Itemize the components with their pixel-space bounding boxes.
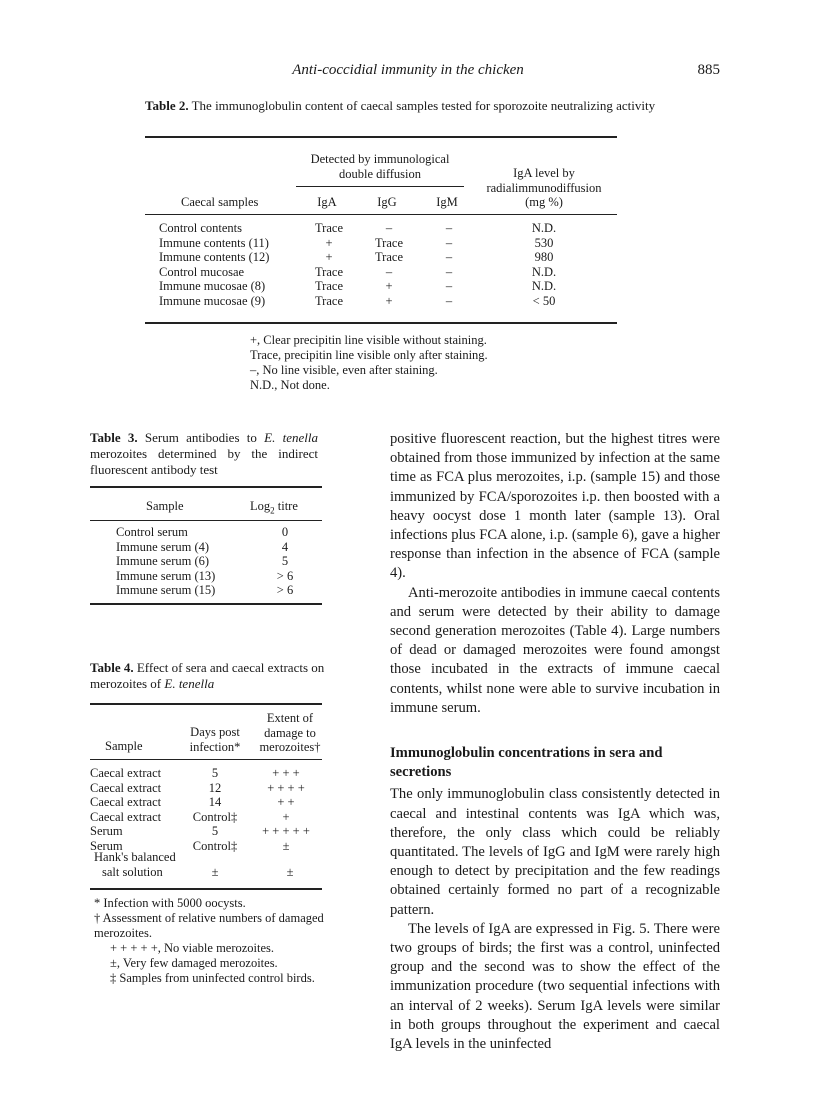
table4-col-sample: Sample	[105, 739, 143, 753]
table-row: Caecal extract 12 + + + +	[90, 780, 305, 795]
page-number: 885	[697, 62, 720, 78]
table2-note: –, No line visible, even after staining.	[250, 363, 438, 377]
table-row: Immune serum (4) 4	[116, 539, 289, 554]
table4-header-rule	[90, 759, 322, 760]
table2-body	[159, 221, 609, 308]
table2-label: Table 2.	[145, 98, 189, 113]
table4-top-rule	[90, 703, 322, 705]
table4-last-days: ±	[211, 865, 219, 879]
table2-note: Trace, precipitin line visible only after staining.	[250, 348, 488, 362]
table2-note: N.D., Not done.	[250, 378, 330, 392]
table-row: Control contents Trace – – N.D.	[159, 221, 557, 235]
table-row: Immune mucosae (9) Trace + – < 50	[159, 293, 556, 308]
table4-last-row: Hank's balanced salt solution	[94, 850, 176, 879]
table2-col-iga: IgA	[317, 195, 337, 209]
table2-group-header: Detected by immunological double diffusion	[310, 152, 450, 181]
section-heading: Immunoglobulin concentrations in sera and secretions	[390, 745, 663, 781]
table4-bottom-rule	[90, 888, 322, 890]
table4-caption: Table 4. Effect of sera and caecal extracts on merozoites of E. tenella	[90, 660, 325, 691]
table2-col-igg: IgG	[377, 195, 397, 209]
table2-caption-text: The immunoglobulin content of caecal samples tested for sporozoite neutralizing activity	[191, 98, 656, 113]
body-column	[390, 430, 720, 1054]
table2-caption	[145, 98, 685, 114]
table2-note: +, Clear precipitin line visible without staining.	[250, 333, 487, 347]
table3-top-rule	[90, 486, 322, 488]
species-name: E. tenella	[164, 676, 215, 691]
table2-group-rule	[296, 186, 464, 187]
table4-col-days: Days post infection*	[189, 725, 241, 754]
table-row: Immune serum (13) > 6	[116, 568, 294, 583]
table3-body	[116, 525, 314, 598]
table2-notes	[250, 333, 488, 393]
table2-col-igm: IgM	[436, 195, 458, 209]
table3-caption: Table 3. Serum antibodies to E. tenella merozoites determined by the indirect fluorescent antibody test	[90, 430, 318, 477]
table3-col-titre: Log$_2$ titre	[250, 499, 298, 516]
table2-bottom-rule	[145, 322, 617, 324]
table4-notes: * Infection with 5000 oocysts. † Assessment of relative numbers of damaged merozoites. + + + + +, No viable merozoites. ±, Very few damaged merozoites. ‡ Samples from uninfected control birds.	[94, 896, 324, 985]
table2-col-level: IgA level by radialimmunodiffusion (mg %)	[486, 166, 602, 209]
running-title: Anti-coccidial immunity in the chicken	[292, 62, 524, 78]
table4-col-extent: Extent of damage to merozoites†	[259, 711, 321, 754]
paragraph: positive fluorescent reaction, but the highest titres were obtained from those immunized by infection at the same time as FCA plus merozoites, i.p. (sample 15) and those immunized by FCA/sporozoites i.p. then boosted with a heavy oocyst dose 1 month later (sample 13). Oral infections plus FCA alone, i.p. (sample 6), gave a higher response than infection in the absence of FCA (sample 4).	[390, 431, 720, 582]
table-row: Immune serum (15) > 6	[116, 583, 294, 597]
table2-header-rule	[145, 214, 617, 215]
paragraph: Anti-merozoite antibodies in immune caecal contents and serum were detected by their ability to damage second generation merozoites (Table 4). Large numbers of dead or damaged merozoites were found amongst those incubated in the extracts of immune caecal contents, whilst none were able to survive incubation in immune serum.	[390, 584, 720, 716]
table-row: Caecal extract 14 + +	[90, 795, 295, 809]
table3-col-sample: Sample	[146, 499, 184, 513]
table3-header-rule	[90, 520, 322, 521]
table-row: Serum 5 + + + + +	[90, 824, 310, 838]
table-row: Control serum 0	[116, 525, 289, 539]
table-row: Control mucosae Trace – – N.D.	[159, 264, 557, 279]
table-row: Immune contents (11) + Trace – 530	[159, 235, 554, 250]
table-row: Serum Control‡ ±	[90, 838, 290, 853]
table4-label: Table 4.	[90, 660, 134, 675]
paragraph: The only immunoglobulin class consistently detected in caecal and intestinal contents was IgA which was, therefore, the only class which could be reliably quantitated. The levels of IgG and IgM were rarely high enough to detect by precipitation and the few readings obtained certainly formed no part of a recognizable pattern.	[390, 786, 720, 918]
table-row: Immune serum (6) 5	[116, 554, 289, 568]
table-row: Immune mucosae (8) Trace + – N.D.	[159, 279, 557, 293]
table-row: Immune contents (12) + Trace – 980	[159, 250, 554, 264]
species-name: E. tenella	[264, 430, 318, 445]
table-row: Caecal extract Control‡ +	[90, 809, 290, 824]
paragraph: The levels of IgA are expressed in Fig. 5. There were two groups of birds; the first was a control, uninfected group and the second was to show the effect of the immunization procedure (two sequential infections with an interval of 2 weeks). Serum IgA levels were similar in both groups throughout the experiment and caecal IgA levels in the uninfected	[390, 920, 720, 1053]
table-row: Caecal extract 5 + + +	[90, 766, 300, 780]
table4-last-extent: ±	[286, 865, 294, 879]
table3-bottom-rule	[90, 603, 322, 605]
table2-top-rule	[145, 136, 617, 138]
table3-label: Table 3.	[90, 430, 138, 445]
table2-col-sample: Caecal samples	[181, 195, 259, 209]
table4-body	[90, 766, 322, 853]
